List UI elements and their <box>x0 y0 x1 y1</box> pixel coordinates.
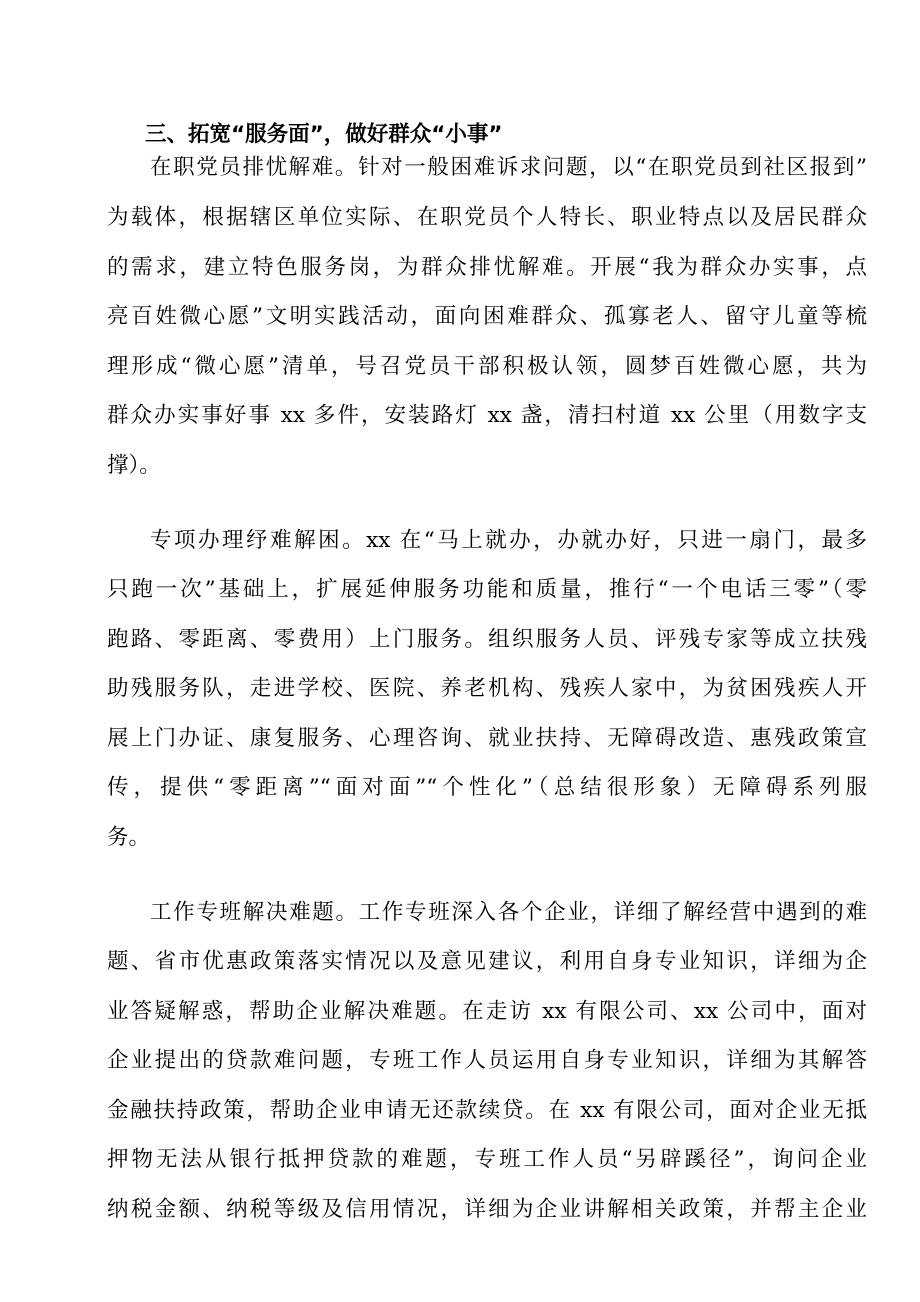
paragraph-3-line-6: 押物无法从银行抵押贷款的难题，专班工作人员“另辟蹊径”，询问企业 <box>107 1147 867 1172</box>
paragraph-2-line-6: 传，提供“零距离”“面对面”“个性化”（总结很形象）无障碍系列服 <box>107 775 867 800</box>
paragraph-3-line-7: 纳税金额、纳税等级及信用情况，详细为企业讲解相关政策，并帮主企业 <box>107 1197 867 1222</box>
paragraph-2-line-7: 务。 <box>107 825 151 850</box>
paragraph-1-line-3: 的需求，建立特色服务岗，为群众排忧解难。开展“我为群众办实事，点 <box>107 255 867 280</box>
paragraph-3-line-5: 金融扶持政策，帮助企业申请无还款续贷。在 xx 有限公司，面对企业无抵 <box>107 1098 867 1123</box>
paragraph-3-line-4: 企业提出的贷款难问题，专班工作人员运用自身专业知识，详细为其解答 <box>107 1048 867 1073</box>
paragraph-1-line-5: 理形成“微心愿”清单，号召党员干部积极认领，圆梦百姓微心愿，共为 <box>107 354 867 379</box>
paragraph-1-line-6: 群众办实事好事 xx 多件，安装路灯 xx 盏，清扫村道 xx 公里（用数字支 <box>107 403 867 428</box>
paragraph-2-line-5: 展上门办证、康复服务、心理咨询、就业扶持、无障碍改造、惠残政策宣 <box>107 726 867 751</box>
paragraph-3-line-1: 工作专班解决难题。工作专班深入各个企业，详细了解经营中遇到的难 <box>150 900 867 925</box>
paragraph-1-line-7: 撑）。 <box>107 453 161 478</box>
paragraph-1-line-1: 在职党员排忧解难。针对一般困难诉求问题，以“在职党员到社区报到” <box>150 155 867 180</box>
section-heading: 三、拓宽“服务面”，做好群众“小事” <box>145 122 503 147</box>
paragraph-2-line-1: 专项办理纾难解困。xx 在“马上就办，办就办好，只进一扇门，最多 <box>150 528 867 553</box>
paragraph-3-line-2: 题、省市优惠政策落实情况以及意见建议，利用自身专业知识，详细为企 <box>107 949 867 974</box>
paragraph-1-line-2: 为载体，根据辖区单位实际、在职党员个人特长、职业特点以及居民群众 <box>107 205 867 230</box>
paragraph-2-line-3: 跑路、零距离、零费用）上门服务。组织服务人员、评残专家等成立扶残 <box>107 627 867 652</box>
paragraph-2-line-2: 只跑一次”基础上，扩展延伸服务功能和质量，推行“一个电话三零”（零 <box>107 577 867 602</box>
paragraph-3-line-3: 业答疑解惑，帮助企业解决难题。在走访 xx 有限公司、xx 公司中，面对 <box>107 999 867 1024</box>
paragraph-2-line-4: 助残服务队，走进学校、医院、养老机构、残疾人家中，为贫困残疾人开 <box>107 676 867 701</box>
paragraph-1-line-4: 亮百姓微心愿”文明实践活动，面向困难群众、孤寡老人、留守儿童等梳 <box>107 304 867 329</box>
